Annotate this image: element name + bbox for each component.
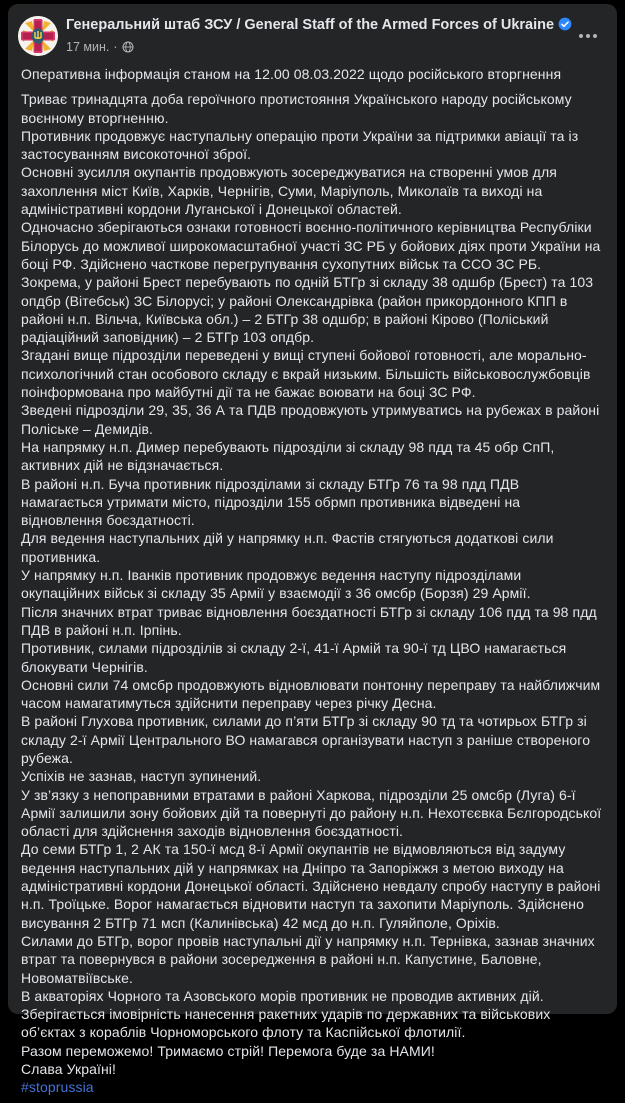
post-paragraph: Оперативна інформація станом на 12.00 08.03.2022 щодо російського вторгнення (21, 66, 562, 82)
post-text (8, 56, 617, 1103)
post-card (8, 4, 617, 1096)
general-staff-emblem-icon (18, 16, 58, 56)
header-info (66, 16, 601, 54)
post-paragraph: Основні зусилля окупантів продовжують зосереджуватися на створенні умов для захоплення міст Київ, Харків, Чернігів, Суми, Маріуполь, Миколаїв та виході на адміністративні кордони Луганської і Донецької областей. (21, 164, 557, 218)
verified-badge-icon (558, 17, 572, 37)
post-paragraph: Після значних втрат триває відновлення боєздатності БТГр зі складу 106 пдд та 98 пдд ПДВ в районі н.п. Ірпінь. (21, 603, 597, 638)
avatar[interactable] (18, 16, 58, 56)
post-paragraph: Триває тринадцята доба героїчного протистояння Українського народу російському воєнному вторгненню. (21, 91, 572, 126)
post-paragraph: В акваторіях Чорного та Азовського морів противник не проводив активних дій. Зберігається імовірність нанесення ракетних ударів по державних та військових об’єктах з кораблів Чорноморського флоту та Каспійської флотилії. (21, 987, 551, 1041)
post-paragraph: Противник продовжує наступальну операцію проти України за підтримки авіації та із застосуванням високоточної зброї. (21, 127, 579, 163)
post-header (8, 4, 617, 56)
more-options-button[interactable] (575, 26, 601, 46)
globe-icon (122, 41, 134, 53)
timestamp[interactable]: 17 мин. (66, 40, 110, 54)
post-paragraph: Зведені підрозділи 29, 35, 36 А та ПДВ продовжують утримуватись на рубежах в районі Поліське – Демидів. (21, 402, 600, 437)
post-paragraph: В районі Глухова противник, силами до п’яти БТГр зі складу 90 тд та чотирьох БТГр зі складу 2-ї Армії Центрального ВО намагався організувати наступ з раніше створеного рубежа. (21, 713, 591, 766)
page-name-text: Генеральний штаб ЗСУ / General Staff of the Armed Forces of Ukraine (66, 17, 555, 33)
more-options-icon (586, 34, 590, 38)
more-options-icon (593, 34, 597, 38)
post-paragraph: Успіхів не зазнав, наступ зупинений. (21, 768, 262, 785)
post-paragraph: Разом переможемо! Тримаємо стрій! Перемога буде за НАМИ! (21, 1042, 435, 1059)
post-paragraph: На напрямку н.п. Димер перебувають підрозділи зі складу 98 пдд та 45 обр СпП, активних дій не відзначається. (21, 438, 555, 474)
page-name-link[interactable] (66, 16, 561, 37)
post-paragraph: В районі н.п. Буча противник підрозділами зі складу БТГр 76 та 98 пдд ПДВ намагається утримати місто, підрозділи 155 обрмп противника відведені на відновлення боєздатності. (21, 475, 521, 529)
post-paragraph: Противник, силами підрозділів зі складу 2-ї, 41-ї Армій та 90-ї тд ЦВО намагається блокувати Чернігів. (21, 640, 567, 675)
post-paragraph: Згадані вище підрозділи переведені у вищі ступені бойової готовності, але морально-психологічний стан особового складу є вкрай низьким. Більшість військовослужбовців поінформована про майбутні дії та не бажає воювати на боці ЗС РФ. (21, 347, 591, 401)
hashtag-link[interactable]: #stoprussia (21, 1079, 94, 1096)
more-options-icon (579, 34, 583, 38)
post-paragraph: Силами до БТГр, ворог провів наступальні дії у напрямку н.п. Тернівка, зазнав значних втрат та повернувся в райони зосередження в районі н.п. Капустине, Баловне, Новоматвіївське. (21, 932, 595, 986)
post-paragraph: У зв’язку з непоправними втратами в районі Харкова, підрозділи 25 омсбр (Луга) 6-ї Армії залишили зону бойових дій та повернуті до району н.п. Нехотєєвка Бєлгородської області для здійснення заходів відновлення боєздатності. (21, 786, 602, 840)
post-paragraph: Для ведення наступальних дій у напрямку н.п. Фастів стягуються додаткові сили противника. (21, 530, 554, 565)
post-paragraph: Слава Україні! (21, 1061, 117, 1078)
post-paragraph: У напрямку н.п. Іванків противник продовжує ведення наступу підрозділами окупаційних військ зі складу 35 Армії у взаємодії з 36 омсбр (Борзя) 29 Армії. (21, 567, 531, 602)
meta-separator: · (113, 40, 118, 54)
post-meta (66, 40, 561, 54)
post-paragraph: До семи БТГр 1, 2 АК та 150-ї мсд 8-ї Армії окупантів не відмовляються від задуму ведення наступальних дій у напрямках на Дніпро та Запоріжжя з метою виходу на адміністративні кордони Донецької області. Здійснено невдалу спробу наступу в районі н.п. Троїцьке. Ворог намагається відновити наступ та захопити Маріуполь. Здійснено висування 2 БТГр 71 мсп (Калинівська) 42 мсд до н.п. Гуляйполе, Оріхів. (21, 841, 601, 931)
post-paragraph: Основні сили 74 омсбр продовжують відновлювати понтонну переправу та найближчим часом намагатимуться здійснити переправу через річку Десна. (21, 676, 601, 712)
post-paragraph: Одночасно зберігаються ознаки готовності воєнно-політичного керівництва Республіки Білорусь до можливої широкомасштабної участі ЗС РБ у бойових діях проти України на боці РФ. Здійснено часткове перегрупування сухопутних військ та ССО ЗС РБ. Зокрема, у районі Брест перебувають по одній БТГр зі складу 38 одшбр (Брест) та 103 опдбр (Вітебськ) ЗС Білорусі; у районі Олександрівка (район прикордонного КПП в районі н.п. Вільча, Київська обл.) – 2 БТГр 38 одшбр; в районі Кірово (Поліський радіаційний заповідник) – 2 БТГр 103 опдбр. (21, 219, 601, 346)
